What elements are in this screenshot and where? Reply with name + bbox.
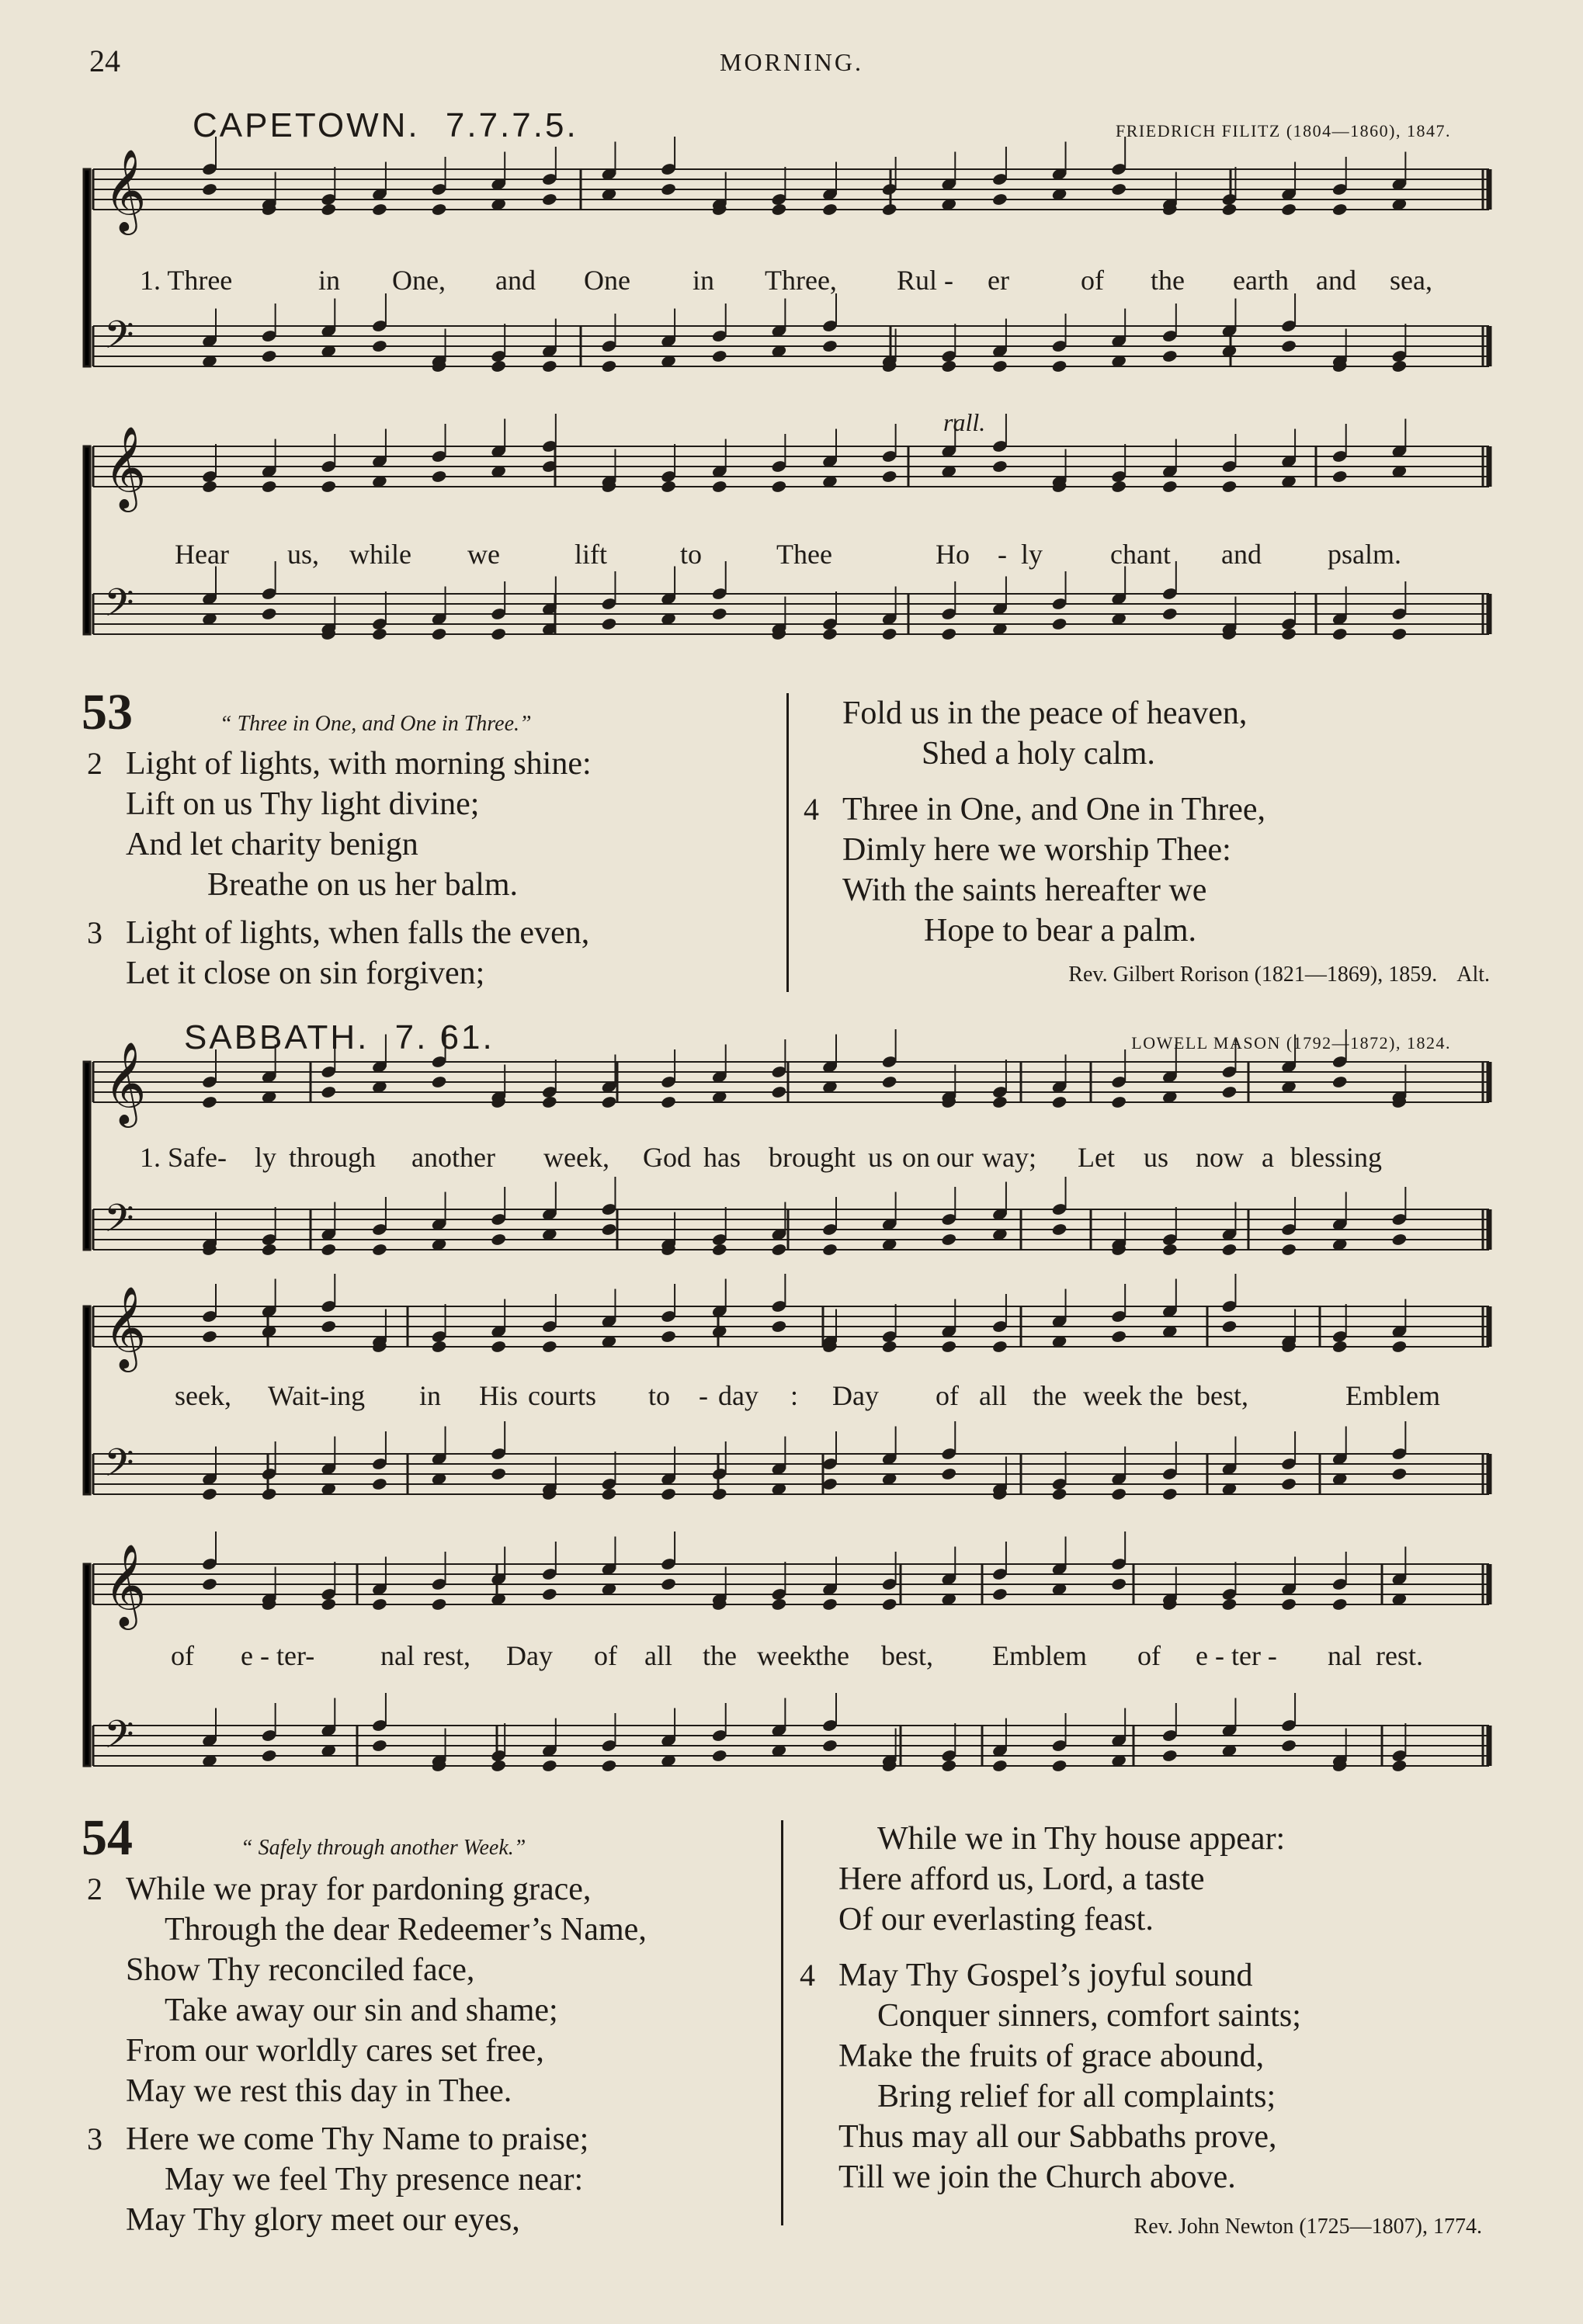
note-head (1331, 1340, 1348, 1354)
note-head (771, 1320, 787, 1334)
author-name: Rev. Gilbert Rorison (1821—1869), 1859. (1068, 963, 1438, 987)
lyric-word: week (1083, 1380, 1142, 1411)
note-head (941, 1233, 957, 1247)
lyric-word: we (467, 539, 500, 570)
note-head (1280, 1243, 1297, 1257)
note-head (321, 1320, 337, 1334)
note-head (431, 1340, 447, 1354)
lyric-word: earth (1233, 265, 1289, 296)
note-head (1391, 1340, 1408, 1354)
note-head (1051, 1759, 1067, 1773)
lyric-word: chant (1110, 539, 1171, 570)
note-head (541, 1587, 557, 1601)
lyric-word: Wait-ing (268, 1380, 366, 1411)
note-head (991, 1095, 1008, 1109)
note-head (821, 1243, 838, 1257)
note-head (321, 1243, 337, 1257)
note-head (771, 1085, 787, 1099)
note-head (321, 1597, 337, 1611)
note-head (201, 1095, 217, 1109)
lyric-word: Day (506, 1640, 553, 1671)
verse-line: Through the dear Redeemer’s Name, (165, 1912, 647, 1948)
hymn-number-54: 54 (82, 1809, 133, 1866)
note-head (660, 1577, 676, 1591)
composer-credit: FRIEDRICH FILITZ (1804—1860), 1847. (1116, 121, 1451, 140)
note-head (601, 1095, 617, 1109)
treble-clef-icon: 𝄞 (104, 1285, 147, 1368)
note-head (771, 1243, 787, 1257)
note-head (491, 1467, 507, 1481)
system-brace (84, 446, 90, 634)
note-head (941, 1340, 957, 1354)
verse-line: May Thy Gospel’s joyful sound (838, 1958, 1253, 1993)
verse-line: Show Thy reconciled face, (126, 1952, 475, 1988)
note-head (881, 470, 897, 484)
note-head (491, 1759, 507, 1773)
note-head (201, 182, 217, 196)
note-head (431, 627, 447, 641)
note-head (261, 480, 277, 494)
note-head (1391, 359, 1408, 373)
note-head (541, 193, 557, 206)
lyric-word: Thee (776, 539, 832, 570)
note-head (991, 359, 1008, 373)
lyric-word: Let (1078, 1142, 1115, 1173)
note-head (601, 617, 617, 631)
note-head (1331, 203, 1348, 217)
note-head (1331, 627, 1348, 641)
bass-clef-icon: 𝄢 (104, 581, 134, 635)
lyric-word: ly (255, 1142, 277, 1173)
lyric-word: in (693, 265, 715, 296)
note-head (261, 1749, 277, 1763)
bass-clef-icon: 𝄢 (104, 1441, 134, 1495)
bass-clef-icon: 𝄢 (104, 313, 134, 367)
note-head (601, 1223, 617, 1237)
verse-line: Take away our sin and shame; (165, 1993, 558, 2028)
column-divider (786, 693, 789, 992)
note-head (491, 1340, 507, 1354)
note-head (821, 203, 838, 217)
note-head (821, 1477, 838, 1491)
note-head (321, 1085, 337, 1099)
note-head (491, 359, 507, 373)
lyric-word: week, (543, 1142, 609, 1173)
lyric-word: Day (832, 1380, 879, 1411)
system-brace (84, 1062, 90, 1250)
verse-line: Shed a holy calm. (922, 736, 1155, 772)
lyric-word: Three, (765, 265, 837, 296)
lyric-word: best, (1196, 1380, 1248, 1411)
note-head (991, 1587, 1008, 1601)
verse-line: Breathe on us her balm. (207, 867, 519, 903)
lyric-word: while (349, 539, 411, 570)
verse-line: Make the fruits of grace abound, (838, 2038, 1265, 2074)
note-head (991, 1340, 1008, 1354)
note-head (1111, 480, 1127, 494)
tune-meter: 7.7.7.5. (445, 106, 578, 144)
verse-number: 3 (87, 915, 102, 950)
verse-line: Bring relief for all complaints; (877, 2079, 1276, 2114)
note-head (1161, 480, 1178, 494)
note-head (1111, 1577, 1127, 1591)
system-brace (84, 1306, 90, 1494)
note-head (1331, 1075, 1348, 1089)
verse-line: And let charity benign (126, 827, 418, 862)
staff (93, 1726, 1489, 1766)
note-head (711, 349, 727, 363)
note-head (771, 480, 787, 494)
note-head (941, 1467, 957, 1481)
note-head (821, 627, 838, 641)
tune-title: CAPETOWN. (193, 106, 420, 144)
note-head (1331, 470, 1348, 484)
note-head (541, 359, 557, 373)
note-head (201, 1330, 217, 1344)
rall-marking: rall. (943, 408, 986, 436)
lyric-word: and (1316, 265, 1356, 296)
note-head (1221, 203, 1238, 217)
note-head (371, 339, 387, 353)
note-head (1221, 1085, 1238, 1099)
lyric-word: nal (380, 1640, 415, 1671)
note-head (821, 339, 838, 353)
verse-line: Here we come Thy Name to praise; (126, 2121, 589, 2157)
note-head (711, 1487, 727, 1501)
note-head (771, 1597, 787, 1611)
lyric-word: best, (881, 1640, 933, 1671)
note-head (1280, 203, 1297, 217)
note-head (371, 1739, 387, 1753)
lyric-word: God (643, 1142, 691, 1173)
verse-line: Three in One, and One in Three, (842, 792, 1266, 827)
lyric-word: courts (528, 1380, 596, 1411)
lyric-word: has (703, 1142, 741, 1173)
note-head (711, 480, 727, 494)
lyric-word: brought (769, 1142, 856, 1173)
lyric-word: us, (287, 539, 320, 570)
staff (93, 1306, 1489, 1347)
verse-number: 3 (87, 2121, 102, 2156)
lyric-word: all (644, 1640, 672, 1671)
lyric-word: in (318, 265, 341, 296)
lyric-word: way; (982, 1142, 1036, 1173)
note-head (991, 193, 1008, 206)
treble-clef-icon: 𝄞 (104, 148, 147, 231)
lyric-word: - (699, 1380, 708, 1411)
note-head (941, 1759, 957, 1773)
note-head (541, 1340, 557, 1354)
note-head (1280, 339, 1297, 353)
lyric-word: One, (392, 265, 446, 296)
note-head (261, 1487, 277, 1501)
lyric-word: Ho (936, 539, 970, 570)
note-head (601, 1759, 617, 1773)
lyric-word: the (1149, 1380, 1183, 1411)
staff (93, 169, 1489, 210)
note-head (1391, 1467, 1408, 1481)
lyric-word: to (648, 1380, 671, 1411)
note-head (201, 1487, 217, 1501)
note-head (1280, 627, 1297, 641)
note-head (1280, 1739, 1297, 1753)
lyric-word: sea, (1390, 265, 1432, 296)
lyric-word: ly (1021, 539, 1043, 570)
treble-clef-icon: 𝄞 (104, 425, 147, 508)
note-head (1331, 1597, 1348, 1611)
note-head (1051, 617, 1067, 631)
note-head (881, 1597, 897, 1611)
note-head (1051, 359, 1067, 373)
staff (93, 446, 1489, 487)
note-head (1391, 1233, 1408, 1247)
note-head (1111, 1330, 1127, 1344)
note-head (711, 1749, 727, 1763)
lyric-word: lift (575, 539, 607, 570)
lyric-word: His (479, 1380, 519, 1411)
note-head (1161, 349, 1178, 363)
verse-line: Fold us in the peace of heaven, (842, 695, 1248, 731)
note-head (1221, 480, 1238, 494)
note-head (660, 182, 676, 196)
verse-line: While we pray for pardoning grace, (126, 1871, 592, 1907)
lyric-word: us (868, 1142, 894, 1173)
lyric-word: the (703, 1640, 737, 1671)
note-head (1051, 1095, 1067, 1109)
lyric-word: of (936, 1380, 959, 1411)
lyric-word: in (419, 1380, 442, 1411)
lyric-word: : (790, 1380, 799, 1411)
treble-clef-icon: 𝄞 (104, 1543, 147, 1626)
note-head (1221, 1320, 1238, 1334)
staff (93, 1209, 1489, 1250)
note-head (321, 203, 337, 217)
system-brace (84, 169, 90, 366)
verse-line: May we rest this day in Thee. (126, 2073, 512, 2109)
note-head (431, 1075, 447, 1089)
lyric-word: and (1221, 539, 1262, 570)
verse-number: 4 (804, 792, 819, 827)
lyric-word: e - ter - (1196, 1640, 1277, 1671)
lyric-word: 1. Safe- (140, 1142, 227, 1173)
staff (93, 326, 1489, 366)
tune-meter: 7. 61. (394, 1018, 495, 1056)
note-head (1391, 627, 1408, 641)
note-head (1111, 1487, 1127, 1501)
note-head (261, 1243, 277, 1257)
note-head (601, 359, 617, 373)
verse-line: While we in Thy house appear: (877, 1821, 1286, 1857)
verse-line: From our worldly cares set free, (126, 2033, 544, 2069)
note-head (881, 203, 897, 217)
alt-mark: Alt. (1456, 963, 1490, 987)
note-head (991, 1759, 1008, 1773)
staff (93, 1564, 1489, 1604)
note-head (541, 1095, 557, 1109)
verse-line: Lift on us Thy light divine; (126, 786, 480, 822)
system-brace (84, 1564, 90, 1766)
lyric-word: nal (1328, 1640, 1362, 1671)
note-head (1111, 1095, 1127, 1109)
note-head (771, 203, 787, 217)
lyric-word: a (1262, 1142, 1274, 1173)
lyric-word: - (998, 539, 1007, 570)
lyric-word: Emblem (992, 1640, 1087, 1671)
hymn-number-53: 53 (82, 684, 133, 741)
note-head (881, 627, 897, 641)
lyric-word: the (1151, 265, 1185, 296)
lyric-word: of (1137, 1640, 1161, 1671)
lyric-word: of (594, 1640, 617, 1671)
verse-line: May we feel Thy presence near: (165, 2162, 584, 2197)
verse-line: Let it close on sin forgiven; (126, 956, 485, 991)
note-head (881, 1340, 897, 1354)
treble-clef-icon: 𝄞 (104, 1041, 147, 1124)
lyric-word: One (584, 265, 630, 296)
note-head (1280, 1477, 1297, 1491)
verse-line: Light of lights, when falls the even, (126, 915, 590, 951)
note-head (431, 203, 447, 217)
lyric-word: all (979, 1380, 1007, 1411)
lyric-word: now (1196, 1142, 1244, 1173)
note-head (1280, 1597, 1297, 1611)
verse-number: 2 (87, 746, 102, 781)
note-head (601, 1487, 617, 1501)
verse-line: Hope to bear a palm. (924, 913, 1197, 949)
note-head (711, 1243, 727, 1257)
lyric-word: of (171, 1640, 194, 1671)
note-head (371, 203, 387, 217)
note-head (660, 1487, 676, 1501)
staff (93, 1454, 1489, 1494)
note-head (991, 460, 1008, 473)
verse-number: 2 (87, 1871, 102, 1906)
note-head (1221, 1597, 1238, 1611)
note-head (371, 1597, 387, 1611)
lyric-word: rest. (1376, 1640, 1423, 1671)
bass-clef-icon: 𝄢 (104, 1196, 134, 1250)
note-head (261, 607, 277, 621)
lyric-word: er (988, 265, 1009, 296)
lyric-word: us (1144, 1142, 1169, 1173)
note-head (660, 480, 676, 494)
note-head (541, 1759, 557, 1773)
verse-number: 4 (800, 1958, 815, 1993)
lyric-word: and (495, 265, 536, 296)
note-head (881, 1075, 897, 1089)
lyric-word: day (718, 1380, 759, 1411)
hymn-53-quote: “ Three in One, and One in Three.” (220, 712, 532, 736)
note-head (1221, 1243, 1238, 1257)
note-head (821, 1739, 838, 1753)
note-head (1391, 1759, 1408, 1773)
lyric-word: blessing (1290, 1142, 1383, 1173)
lyric-word: another (411, 1142, 495, 1173)
note-head (660, 1330, 676, 1344)
note-head (941, 627, 957, 641)
note-head (1111, 182, 1127, 196)
lyric-word: the (815, 1640, 849, 1671)
note-head (941, 359, 957, 373)
hymn-54-author: Rev. John Newton (1725—1807), 1774. (1133, 2215, 1482, 2239)
bass-clef-icon: 𝄢 (104, 1712, 134, 1767)
note-head (821, 1597, 838, 1611)
lyric-word: Emblem (1345, 1380, 1440, 1411)
tune-name-sabbath (184, 1018, 495, 1057)
note-head (201, 1577, 217, 1591)
lyric-word: Rul - (897, 265, 954, 296)
tune-title: SABBATH. (184, 1018, 370, 1056)
note-head (371, 627, 387, 641)
hymn-53-author (1068, 963, 1490, 987)
note-head (321, 480, 337, 494)
column-divider (781, 1820, 783, 2225)
note-head (711, 607, 727, 621)
note-head (1161, 1243, 1178, 1257)
lyric-word: week (757, 1640, 816, 1671)
staff (93, 1062, 1489, 1102)
verse-line: Till we join the Church above. (838, 2159, 1236, 2195)
lyric-word: through (289, 1142, 376, 1173)
note-head (431, 1597, 447, 1611)
verse-line: Light of lights, with morning shine: (126, 746, 592, 782)
staff (93, 594, 1489, 634)
lyric-word: Hear (175, 539, 229, 570)
note-head (371, 1243, 387, 1257)
note-head (201, 480, 217, 494)
verse-line: Here afford us, Lord, a taste (838, 1861, 1205, 1897)
lyric-word: psalm. (1328, 539, 1401, 570)
lyric-word: e - ter- (241, 1640, 315, 1671)
lyric-word: of (1081, 265, 1104, 296)
note-head (1161, 1487, 1178, 1501)
note-head (1051, 1223, 1067, 1237)
verse-line: Of our everlasting feast. (838, 1902, 1154, 1937)
verse-line: Conquer sinners, comfort saints; (877, 1998, 1301, 2034)
verse-line: Thus may all our Sabbaths prove, (838, 2119, 1277, 2155)
lyric-word: 1. Three (140, 265, 233, 296)
note-head (371, 1477, 387, 1491)
verse-line: With the saints hereafter we (842, 872, 1207, 908)
lyric-word: on (902, 1142, 930, 1173)
note-head (1051, 1487, 1067, 1501)
note-head (1161, 607, 1178, 621)
page-number: 24 (89, 43, 120, 78)
note-head (491, 627, 507, 641)
note-head (261, 349, 277, 363)
composer-credit: LOWELL MASON (1792—1872), 1824. (1131, 1033, 1451, 1053)
lyric-word: to (680, 539, 703, 570)
verse-line: May Thy glory meet our eyes, (126, 2202, 520, 2238)
lyric-word: seek, (175, 1380, 231, 1411)
hymn-54-quote: “ Safely through another Week.” (241, 1836, 526, 1860)
lyric-word: rest, (423, 1640, 470, 1671)
note-head (660, 1095, 676, 1109)
note-head (1161, 1749, 1178, 1763)
note-head (491, 1233, 507, 1247)
lyric-word: the (1033, 1380, 1067, 1411)
lyric-word: our (936, 1142, 974, 1173)
note-head (431, 470, 447, 484)
verse-line: Dimly here we worship Thee: (842, 832, 1231, 868)
running-head: MORNING. (720, 48, 863, 76)
